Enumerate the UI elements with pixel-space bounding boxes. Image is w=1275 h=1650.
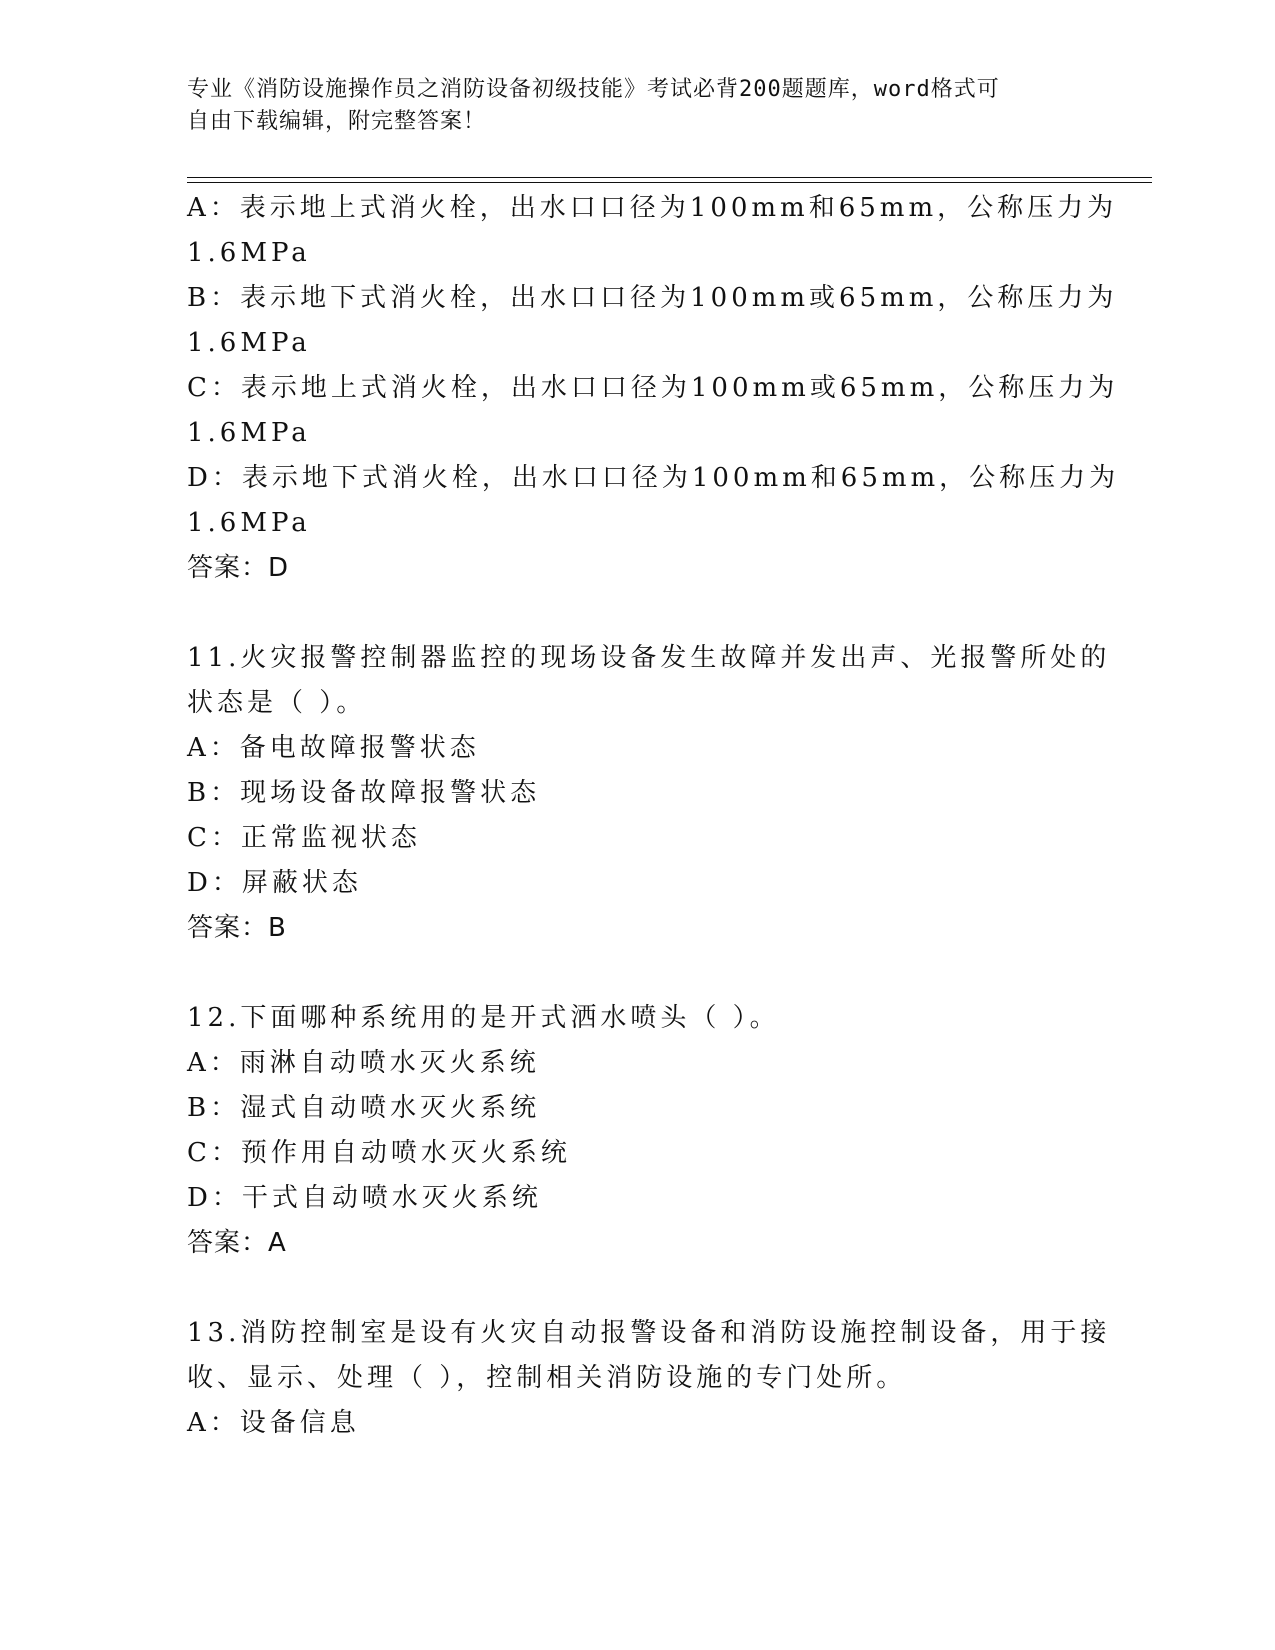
q13-stem-line2: 收、显示、处理（ ），控制相关消防设施的专门处所。 — [187, 1363, 907, 1393]
q10-option-d-line1: D：表示地下式消火栓，出水口口径为100mm和65mm，公称压力为 — [187, 463, 1120, 493]
q12-option-c: C：预作用自动喷水灭火系统 — [187, 1138, 571, 1168]
q11-option-b: B：现场设备故障报警状态 — [187, 778, 541, 808]
q11-answer: 答案：B — [187, 913, 287, 943]
q10-option-c-line2: 1.6MPa — [187, 418, 311, 448]
q10-option-b-line1: B：表示地下式消火栓，出水口口径为100mm或65mm，公称压力为 — [187, 283, 1118, 313]
q11-option-a: A：备电故障报警状态 — [187, 733, 480, 763]
header-line-2: 自由下载编辑，附完整答案！ — [187, 109, 487, 134]
q10-option-a-line1: A：表示地上式消火栓，出水口口径为100mm和65mm，公称压力为 — [187, 193, 1118, 223]
q12-option-d: D：干式自动喷水灭火系统 — [187, 1183, 542, 1213]
q13-stem-line1: 13.消防控制室是设有火灾自动报警设备和消防设施控制设备，用于接 — [187, 1318, 1111, 1348]
q10-option-a-line2: 1.6MPa — [187, 238, 311, 268]
q11-option-d: D：屏蔽状态 — [187, 868, 362, 898]
q11-stem-line2: 状态是（ ）。 — [187, 688, 367, 718]
header-line-1: 专业《消防设施操作员之消防设备初级技能》考试必背200题题库，word格式可 — [187, 77, 1000, 102]
q12-stem: 12.下面哪种系统用的是开式洒水喷头（ ）。 — [187, 1003, 780, 1033]
header-rule-bottom — [187, 182, 1152, 183]
q12-option-b: B：湿式自动喷水灭火系统 — [187, 1093, 541, 1123]
q12-option-a: A：雨淋自动喷水灭火系统 — [187, 1048, 540, 1078]
q11-option-c: C：正常监视状态 — [187, 823, 421, 853]
q13-option-a: A：设备信息 — [187, 1408, 360, 1438]
q12-answer: 答案：A — [187, 1228, 287, 1258]
q10-option-c-line1: C：表示地上式消火栓，出水口口径为100mm或65mm，公称压力为 — [187, 373, 1119, 403]
q10-option-d-line2: 1.6MPa — [187, 508, 311, 538]
q10-option-b-line2: 1.6MPa — [187, 328, 311, 358]
header-rule-top — [187, 177, 1152, 178]
q11-stem-line1: 11.火灾报警控制器监控的现场设备发生故障并发出声、光报警所处的 — [187, 643, 1111, 673]
document-header — [187, 74, 1067, 138]
q10-answer: 答案：D — [187, 553, 290, 583]
